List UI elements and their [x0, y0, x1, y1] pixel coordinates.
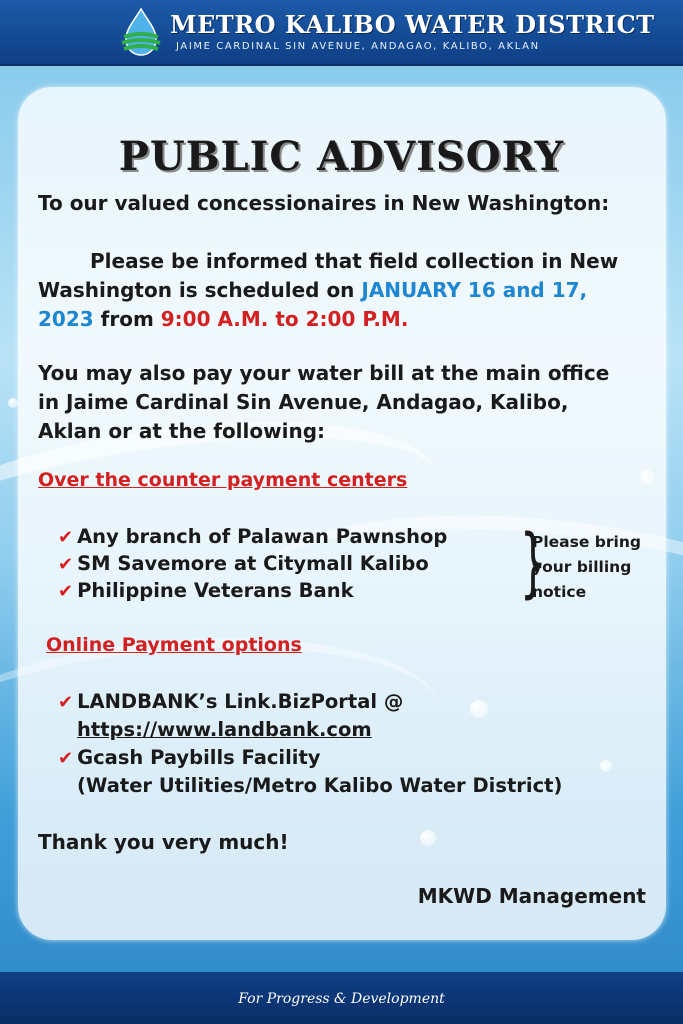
- bubble-decoration: [8, 398, 18, 408]
- otc-heading: Over the counter payment centers: [38, 469, 408, 491]
- online-item-detail: (Water Utilities/Metro Kalibo Water District): [77, 774, 563, 797]
- paragraph-office-line2: in Jaime Cardinal Sin Avenue, Andagao, Kalibo,: [38, 390, 569, 414]
- paragraph-schedule-line3: [38, 305, 650, 334]
- paragraph-office-line3: Aklan or at the following:: [38, 419, 326, 443]
- paragraph-schedule-line1: Please be informed that field collection in New: [90, 249, 619, 273]
- greeting: To our valued concessionaires in New Washington:: [38, 191, 610, 215]
- organization-name: METRO KALIBO WATER DISTRICT: [170, 10, 655, 39]
- otc-item-label: SM Savemore at Citymall Kalibo: [77, 552, 429, 575]
- schedule-from: from: [93, 307, 161, 331]
- otc-item: [58, 551, 429, 578]
- landbank-link[interactable]: https://www.landbank.com: [77, 718, 372, 741]
- otc-item: [58, 524, 447, 551]
- red-checkmark-icon: ✔: [58, 554, 74, 575]
- billing-note-line: your billing: [532, 558, 632, 576]
- footer-tagline: For Progress & Development: [238, 991, 445, 1007]
- schedule-year: 2023: [38, 307, 94, 331]
- header-banner: [0, 0, 683, 66]
- paragraph-schedule-line2: [38, 276, 650, 305]
- online-heading: Online Payment options: [46, 634, 302, 656]
- online-item-label: Gcash Paybills Facility: [77, 746, 321, 769]
- thank-you: Thank you very much!: [38, 830, 289, 854]
- otc-item-label: Any branch of Palawan Pawnshop: [77, 525, 448, 548]
- paragraph-office-line1: You may also pay your water bill at the main office: [38, 361, 610, 385]
- advisory-title: PUBLIC ADVISORY: [118, 133, 565, 180]
- schedule-date: JANUARY 16 and 17,: [361, 278, 588, 302]
- red-checkmark-icon: ✔: [58, 527, 74, 548]
- red-checkmark-icon: ✔: [58, 748, 74, 769]
- water-drop-logo-icon: [118, 7, 164, 57]
- signature: MKWD Management: [417, 884, 646, 908]
- online-item: [58, 689, 403, 716]
- red-checkmark-icon: ✔: [58, 692, 74, 713]
- billing-note-line: notice: [532, 583, 587, 601]
- curly-brace-icon: }: [519, 517, 547, 606]
- red-checkmark-icon: ✔: [58, 581, 74, 602]
- schedule-time: 9:00 A.M. to 2:00 P.M.: [160, 307, 409, 331]
- online-item: [58, 745, 321, 772]
- billing-note: [532, 530, 662, 605]
- otc-item: [58, 578, 354, 605]
- online-item-label: LANDBANK’s Link.BizPortal @: [77, 690, 404, 713]
- schedule-text: Washington is scheduled on: [38, 278, 362, 302]
- otc-item-label: Philippine Veterans Bank: [77, 579, 354, 602]
- billing-note-line: Please bring: [532, 533, 641, 551]
- organization-address: JAIME CARDINAL SIN AVENUE, ANDAGAO, KALIBO, AKLAN: [176, 41, 540, 52]
